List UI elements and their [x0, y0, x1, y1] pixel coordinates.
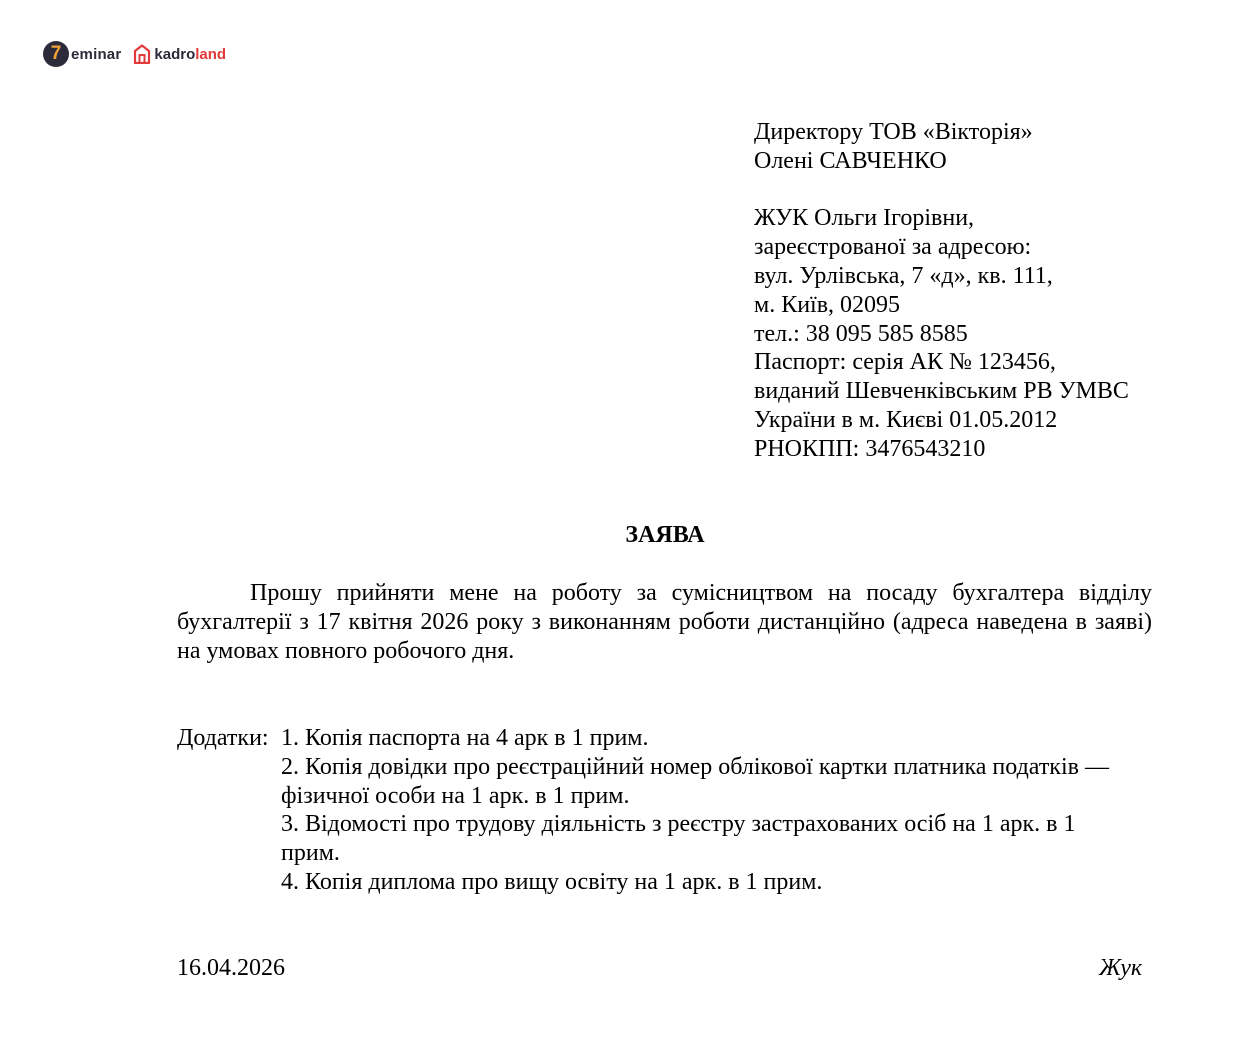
addressee-line: Директору ТОВ «Вікторія»: [754, 119, 1033, 145]
kadroland-logo-text-land: land: [195, 45, 227, 63]
applicant-line: м. Київ, 02095: [754, 291, 901, 318]
addressee-line: Олені САВЧЕНКО: [754, 147, 947, 174]
applicant-line: РНОКПП: 3476543210: [754, 435, 986, 462]
header-logos: [43, 40, 226, 68]
applicant-line: ЖУК Ольги Ігорівни,: [754, 205, 975, 232]
kadroland-logo-text-kadro: kadro: [154, 45, 196, 63]
applicant-line: вул. Урлівська, 7 «д», кв. 111,: [754, 262, 1053, 289]
attachment-item: 4. Копія диплома про вищу освіту на 1 арк. в 1 прим.: [281, 868, 823, 895]
attachment-item: 1. Копія паспорта на 4 арк в 1 прим.: [281, 725, 649, 751]
kadroland-logo-text: [154, 46, 226, 63]
addressee-spacer: [754, 176, 1214, 205]
applicant-line: України в м. Києві 01.05.2012: [754, 406, 1058, 433]
applicant-line: зареєстрованої за адресою:: [754, 234, 1032, 261]
7eminar-logo: [43, 41, 121, 67]
attachment-item: 3. Відомості про трудову діяльність з реєстру застрахованих осіб на 1 арк. в 1 прим.: [281, 811, 1076, 867]
applicant-line: тел.: 38 095 585 8585: [754, 320, 968, 347]
attachment-item: 2. Копія довідки про реєстраційний номер облікової картки платника податків — фізичної особи на 1 арк. в 1 прим.: [281, 753, 1109, 809]
kadroland-house-icon: [133, 44, 151, 64]
document-title: ЗАЯВА: [625, 522, 705, 548]
7eminar-logo-text: eminar: [71, 45, 122, 63]
document-date: 16.04.2026: [177, 955, 285, 981]
kadroland-logo: [133, 44, 226, 64]
application-body: Прошу прийняти мене на роботу за сумісництвом на посаду бухгалтера відділу бухгалтерії з 17 квітня 2026 року з виконанням роботи дистанційно (адреса наведена в заяві) на умовах повного робочого дня.: [177, 580, 1152, 664]
attachments-label: Додатки:: [177, 725, 269, 751]
signature: Жук: [1099, 955, 1143, 981]
attachments-list: [281, 724, 1126, 897]
applicant-line: виданий Шевченківським РВ УМВС: [754, 378, 1129, 405]
addressee-block: [754, 118, 1214, 464]
applicant-line: Паспорт: серія АК № 123456,: [754, 349, 1056, 376]
7eminar-logo-mark: 7: [43, 41, 69, 67]
